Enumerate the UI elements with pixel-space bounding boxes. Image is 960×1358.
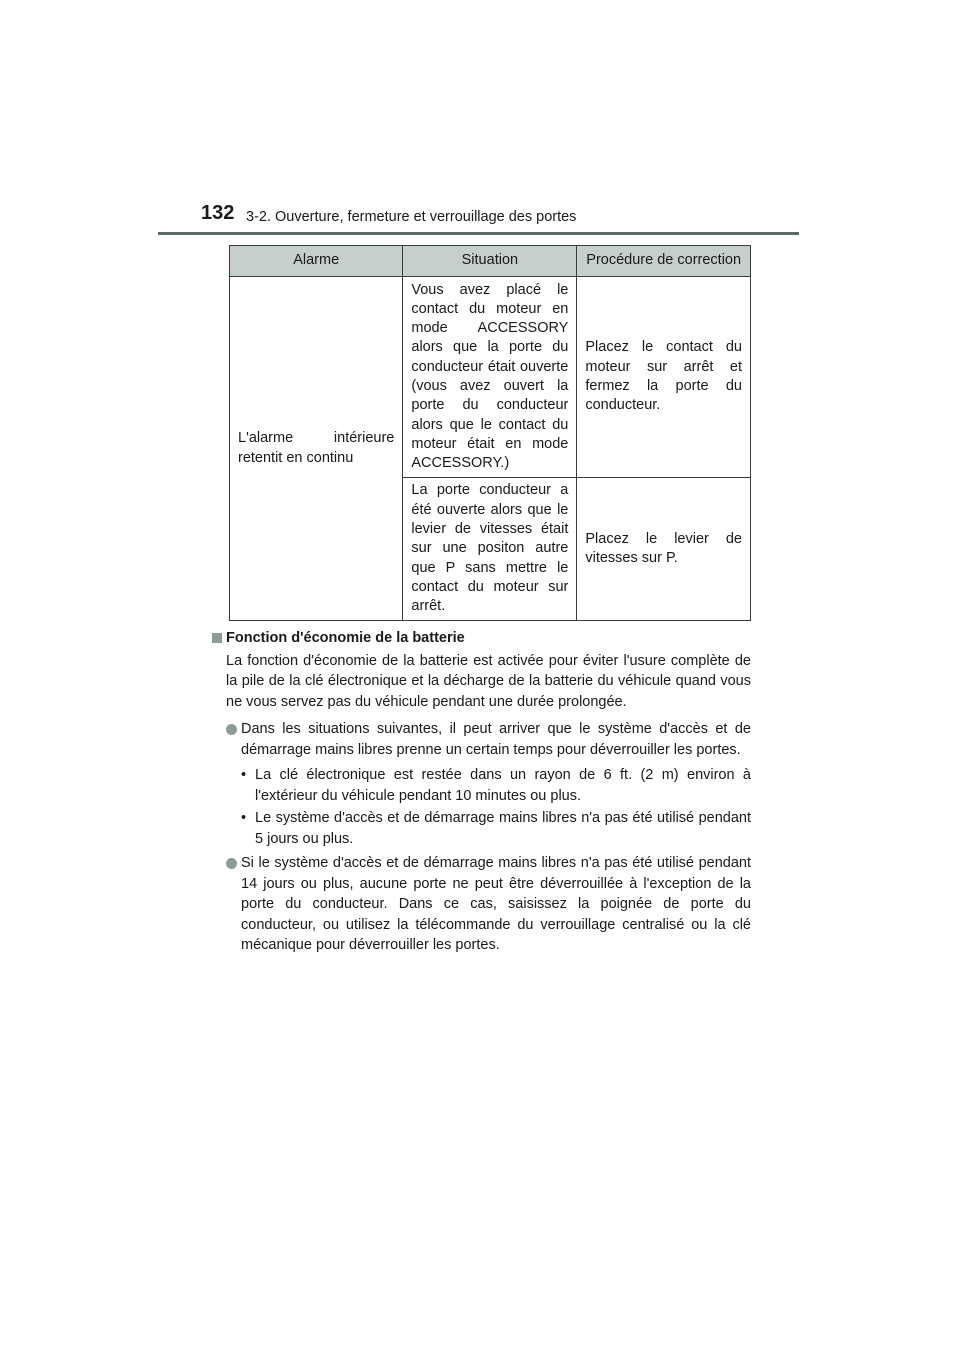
sub-bullet-text: La clé électronique est restée dans un rayon de 6 ft. (2 m) environ à l'extérieur du véhicule pendant 10 minutes ou plus.: [255, 767, 751, 804]
page-number: 132: [201, 202, 235, 224]
table-header-situation: Situation: [403, 246, 577, 277]
dot-bullet-icon: •: [241, 810, 247, 826]
square-bullet-icon: [212, 633, 222, 643]
circle-bullet-icon: [226, 724, 237, 735]
alarm-text: L'alarme intérieure retentit en continu: [238, 430, 395, 466]
battery-intro: La fonction d'économie de la batterie est activée pour éviter l'usure complète de la pile de la clé électronique et la décharge de la batterie du véhicule quand vous ne vous servez pas du véhicule pendant une durée prolongée.: [226, 652, 751, 710]
table-header-row: [230, 246, 751, 277]
section-heading: [211, 628, 751, 649]
correction-cell: [577, 478, 751, 621]
correction-text: Placez le contact du moteur sur arrêt et fermez la porte du conducteur.: [585, 339, 742, 414]
sub-bullet-text: Le système d'accès et de démarrage mains libres n'a pas été utilisé pendant 5 jours ou plus.: [255, 810, 751, 847]
situation-text: Vous avez placé le contact du moteur en mode ACCESSORY alors que la porte du conducteur était ouverte (vous avez ouvert la porte du conducteur alors que le contact du moteur était en mode ACCESSORY.): [411, 281, 569, 472]
table-header-alarm: Alarme: [230, 246, 403, 277]
battery-heading: Fonction d'économie de la batterie: [226, 630, 465, 646]
circle-bullet-icon: [226, 858, 237, 869]
correction-text: Placez le levier de vitesses sur P.: [585, 530, 742, 566]
correction-cell: [577, 277, 751, 478]
table-row: [230, 277, 751, 478]
sub-list-item: [241, 765, 751, 806]
situation-text: La porte conducteur a été ouverte alors que le levier de vitesses était sur une positon autre que P sans mettre le contact du moteur sur arrêt.: [411, 482, 569, 615]
battery-section: [211, 628, 751, 956]
situation-cell: [403, 478, 577, 621]
header-rule: [158, 232, 799, 235]
list-item: [226, 853, 751, 956]
sub-list-item: [241, 808, 751, 849]
bullet-text: Dans les situations suivantes, il peut arriver que le système d'accès et de démarrage mains libres prenne un certain temps pour déverrouiller les portes.: [241, 721, 751, 758]
situation-cell: [403, 277, 577, 478]
list-item: [226, 719, 751, 760]
alarm-table: [229, 245, 751, 621]
table-header-correction: Procédure de correction: [577, 246, 751, 277]
bullet-text: Si le système d'accès et de démarrage mains libres n'a pas été utilisé pendant 14 jours ou plus, aucune porte ne peut être déverrouillée à l'exception de la porte du conducteur. Dans ce cas, saisissez la poignée de porte du conducteur, ou utilisez la télécommande du verrouillage centralisé ou la clé mécanique pour déverrouiller les portes.: [241, 855, 751, 953]
section-title: 3-2. Ouverture, fermeture et verrouillage des portes: [246, 209, 577, 225]
alarm-cell: [230, 277, 403, 621]
dot-bullet-icon: •: [241, 767, 247, 783]
